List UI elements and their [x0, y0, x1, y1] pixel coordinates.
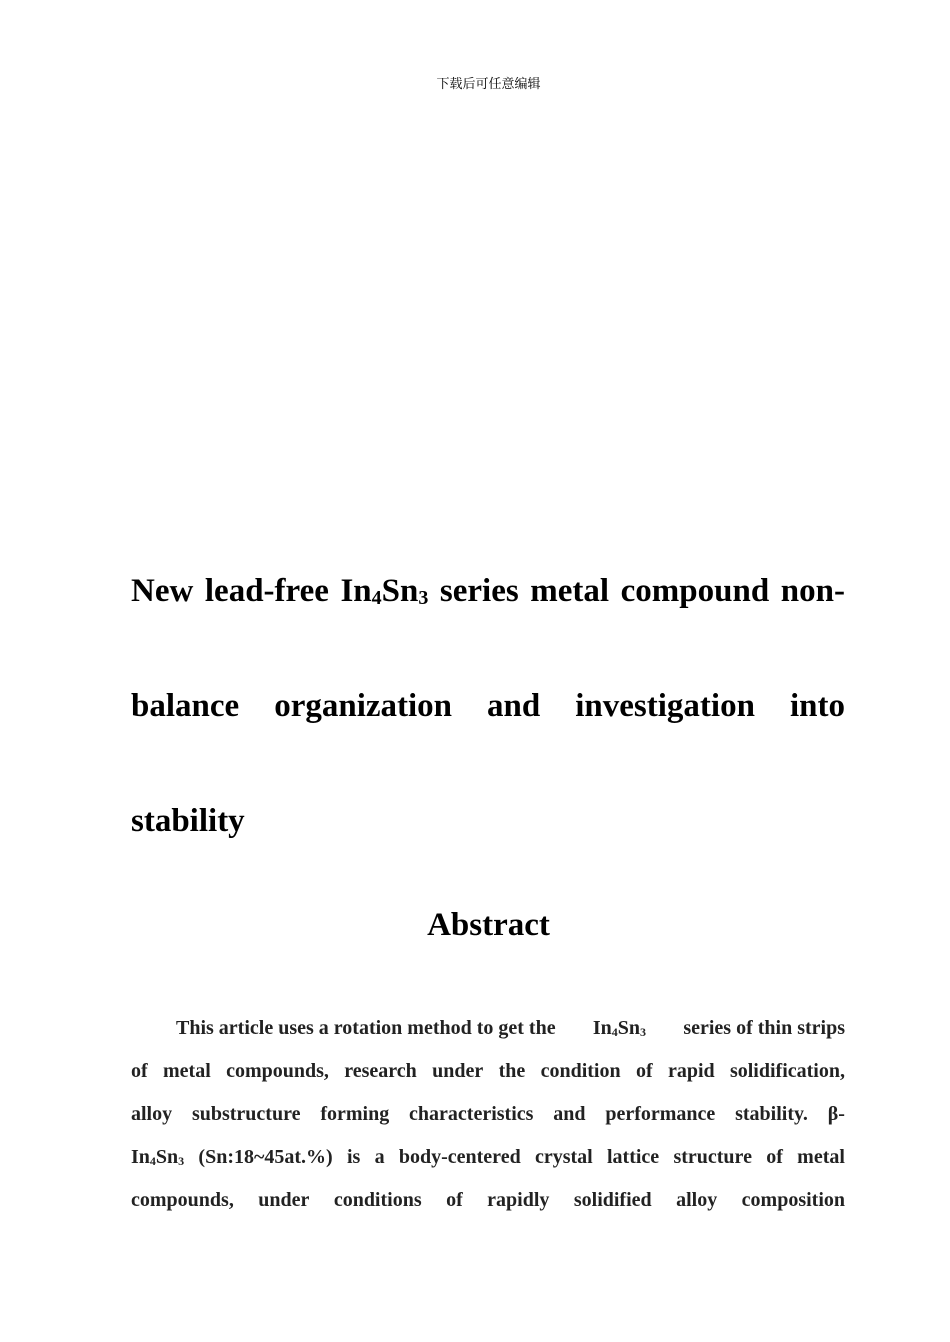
title-word: organization [274, 688, 453, 724]
formula-subscript: 3 [178, 1154, 185, 1168]
abstract-word: compounds, [226, 1060, 329, 1082]
abstract-word: stability. [735, 1103, 808, 1125]
abstract-line-3 [131, 1101, 845, 1127]
title-word: balance [131, 688, 240, 724]
abstract-word: of [766, 1146, 783, 1168]
abstract-word: composition [741, 1189, 845, 1211]
title-line-2 [131, 686, 845, 726]
abstract-word: rapidly [487, 1189, 550, 1211]
title-word: compound [620, 573, 770, 609]
abstract-word: forming [320, 1103, 390, 1125]
title-word: and [487, 688, 541, 724]
abstract-word: solidified [573, 1189, 652, 1211]
abstract-word: structure [673, 1146, 752, 1168]
header-note: 下载后可任意编辑 [436, 77, 541, 92]
abstract-line-2 [131, 1058, 845, 1084]
abstract-word: a [374, 1146, 385, 1168]
title-word: investigation [575, 688, 755, 724]
abstract-heading: Abstract [427, 907, 550, 943]
abstract-word: research [344, 1060, 417, 1082]
formula-subscript: 4 [611, 1025, 618, 1039]
abstract-word: of [131, 1060, 148, 1082]
abstract-word: rapid [667, 1060, 715, 1082]
abstract-line-1 [176, 1015, 845, 1041]
title-word: New [131, 573, 194, 609]
abstract-text: series of thin strips [683, 1017, 845, 1039]
abstract-line-4 [131, 1144, 845, 1170]
formula-subscript: 4 [371, 587, 382, 609]
abstract-word: conditions [333, 1189, 422, 1211]
abstract-word: the [498, 1060, 526, 1082]
abstract-word: metal [163, 1060, 211, 1082]
abstract-formula [593, 1015, 646, 1041]
abstract-word: under [258, 1189, 310, 1211]
title-word: series [439, 573, 519, 609]
abstract-word: and [553, 1103, 586, 1125]
formula-subscript: 3 [418, 587, 429, 609]
formula-element: In [131, 1146, 150, 1168]
title-line-3: stability [131, 803, 245, 839]
abstract-word: (Sn:18~45at.%) [198, 1146, 333, 1168]
abstract-formula [131, 1144, 184, 1170]
abstract-line-5 [131, 1187, 845, 1213]
abstract-word: solidification, [729, 1060, 845, 1082]
abstract-word: of [635, 1060, 653, 1082]
abstract-word: performance [605, 1103, 716, 1125]
formula-element: Sn [155, 1146, 179, 1168]
title-word: lead-free [204, 573, 329, 609]
formula-element: In [592, 1017, 612, 1039]
title-word: into [789, 688, 845, 724]
title-word: non- [780, 573, 845, 609]
formula-element: Sn [381, 573, 419, 609]
abstract-word: crystal [534, 1146, 593, 1168]
abstract-word: body-centered [398, 1146, 521, 1168]
abstract-word: β- [827, 1103, 845, 1125]
abstract-word: of [446, 1189, 463, 1211]
abstract-word: condition [540, 1060, 621, 1082]
abstract-word: under [432, 1060, 484, 1082]
title-word: metal [530, 573, 610, 609]
abstract-word: alloy [676, 1189, 718, 1211]
formula-element: Sn [617, 1017, 641, 1039]
formula-subscript: 4 [149, 1154, 156, 1168]
abstract-word: is [346, 1146, 361, 1168]
abstract-word: characteristics [409, 1103, 534, 1125]
abstract-word: metal [797, 1146, 845, 1168]
title-line-1 [131, 571, 845, 611]
abstract-word: alloy [131, 1103, 173, 1125]
abstract-word: compounds, [131, 1189, 234, 1211]
formula-subscript: 3 [640, 1025, 647, 1039]
formula-element: In [340, 573, 372, 609]
abstract-text: This article uses a rotation method to get the [176, 1017, 556, 1039]
title-formula [340, 571, 428, 611]
abstract-word: lattice [607, 1146, 660, 1168]
abstract-word: substructure [191, 1103, 301, 1125]
